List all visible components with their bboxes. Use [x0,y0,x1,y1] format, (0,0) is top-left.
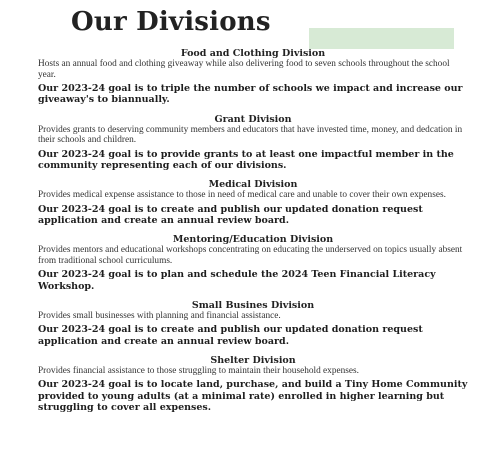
divisions-list [38,48,468,421]
division-name: Small Busines Division [191,299,315,311]
division-goal: Our 2023-24 goal is to create and publish our updated donation request application and create an annual review board. [38,203,423,226]
division-description: Hosts an annual food and clothing giveaway while also delivering food to seven schools throughout the school year. [38,59,450,80]
division-name: Shelter Division [210,354,296,366]
division-goal: Our 2023-24 goal is to provide grants to at least one impactful member in the community representing each of our divisions. [38,148,454,171]
division-name: Medical Division [208,179,298,191]
division-description: Provides financial assistance to those struggling to maintain their household expenses. [38,365,359,376]
division-description: Provides grants to deserving community members and educators that have invested time, money, and dedcation in their schools and children. [38,124,463,146]
division-description: Provides small businesses with planning and financial assistance. [38,310,281,321]
division-goal: Our 2023-24 goal is to plan and schedule the 2024 Teen Financial Literacy Workshop. [38,269,436,292]
division-mentoring-education [38,234,468,292]
accent-block [309,28,454,49]
division-goal: Our 2023-24 goal is to locate land, purchase, and build a Tiny Home Community provided to young adults (at a minimal rate) enrolled in higher learning but struggling to cover all expenses. [38,379,468,414]
division-medical [38,179,468,226]
page-title: Our Divisions [71,7,271,37]
division-goal: Our 2023-24 goal is to create and publish our updated donation request application and create an annual review board. [38,324,423,347]
division-name: Food and Clothing Division [180,48,326,59]
division-description: Provides mentors and educational workshops concentrating on educating the underserved on topics usually absent from traditional school curriculums. [38,245,463,266]
division-grant [38,114,468,172]
division-description: Provides medical expense assistance to those in need of medical care and unable to cover their own expenses. [38,190,446,201]
division-shelter [38,355,468,413]
division-name: Mentoring/Education Division [172,234,334,246]
division-food-clothing [38,48,468,106]
division-goal: Our 2023-24 goal is to triple the number of schools we impact and increase our giveaway's to biannually. [38,83,463,106]
division-name: Grant Division [214,113,292,125]
division-small-business [38,300,468,347]
